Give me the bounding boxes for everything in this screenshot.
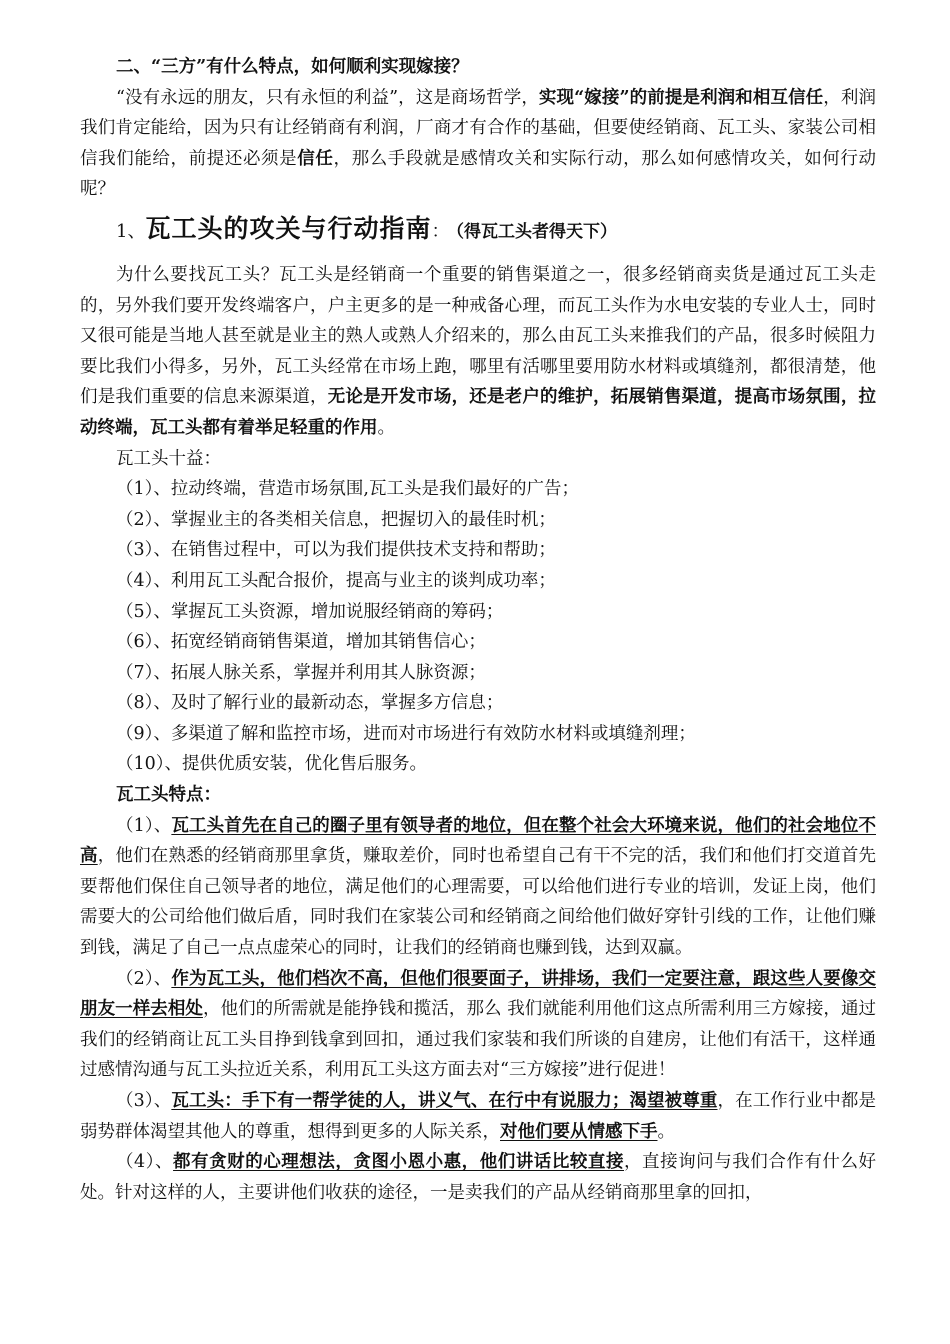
trait-text: ，直接询问与我们合作有什么好处。针对这样的人，主要讲他们收获的途径，一是卖我们的产品从经销商那里拿的回扣， (80, 1152, 877, 1203)
trait-emphasis: 都有贪财的心理想法，贪图小恩小惠，他们讲话比较直接 (173, 1152, 625, 1173)
trait-text: ，他们在熟悉的经销商那里拿货，赚取差价，同时也希望自己有干不完的活，我们和他们打交道首先要帮他们保住自己领导者的地位，满足他们的心理需要，可以给他们进行专业的培训，发证上岗，他们需要大的公司给他们做后盾，同时我们在家装公司和经销商之间给他们做好穿针引线的工作，让他们赚到钱，满足了自己一点点虚荣心的同时，让我们的经销商也赚到钱，达到双赢。 (80, 846, 877, 959)
benefit-item: （10）、提供优质安装，优化售后服务。 (116, 754, 428, 775)
subsection-number: 1、 (116, 220, 146, 242)
why-end: 。 (377, 417, 395, 438)
benefit-item: （5）、掌握瓦工头资源，增加说服经销商的筹码； (116, 601, 504, 622)
trait-emphasis: 瓦工头：手下有一帮学徒的人，讲义气、在行中有说服力；渴望被尊重 (171, 1091, 718, 1111)
trait-emphasis: 作为瓦工头，他们档次不高，但他们很要面子，讲排场，我们一定要注意，跟这些人要像交朋友一样去相处 (80, 968, 876, 1020)
trait-number: （1）、 (116, 815, 172, 836)
trait-paragraph-2 (80, 964, 876, 1086)
trait-text: ，他们的所需就是能挣钱和揽活，那么 我们就能利用他们这点所需利用三方嫁接，通过我们的经销商让瓦工头目挣到钱拿到回扣，通过我们家装和我们所谈的自建房，让他们有活干，这样通过感情沟通与瓦工头拉近关系，利用瓦工头这方面去对“三方嫁接”进行促进！ (80, 999, 877, 1081)
benefit-item: （9）、多渠道了解和监控市场，进而对市场进行有效防水材料或填缝剂理； (116, 723, 696, 744)
trait-emphasis: 瓦工头首先在自己的圈子里有领导者的地位，但在整个社会大环境来说，他们的社会地位不高 (80, 815, 876, 867)
traits-title: 瓦工头特点： (116, 785, 221, 806)
subsection-colon: ： (431, 220, 450, 242)
benefit-item: （2）、掌握业主的各类相关信息，把握切入的最佳时机； (116, 509, 556, 530)
section-heading: 二、“三方”有什么特点，如何顺利实现嫁接？ (116, 57, 469, 77)
benefit-item: （1）、拉动终端，营造市场氛围,瓦工头是我们最好的广告； (116, 479, 579, 500)
intro-bold-1: 实现“嫁接”的前提是利润和相互信任 (538, 87, 824, 108)
subsection-subtitle: （得瓦工头者得天下） (455, 221, 617, 242)
trait-paragraph-1 (80, 811, 876, 964)
trait-end: 。 (657, 1121, 675, 1142)
trait-emphasis-2: 对他们要从情感下手 (500, 1121, 658, 1142)
why-text: 为什么要找瓦工头？瓦工头是经销商一个重要的销售渠道之一，很多经销商卖货是通过瓦工头走的，另外我们要开发终端客户，户主更多的是一种戒备心理，而瓦工头作为水电安装的专业人士，同时又很可能是当地人甚至就是业主的熟人或熟人介绍来的，那么由瓦工头来推我们的产品，很多时候阻力要比我们小得多，另外，瓦工头经常在市场上跑，哪里有活哪里要用防水材料或填缝剂，都很清楚，他们是我们重要的信息来源渠道， (80, 264, 876, 408)
intro-paragraph (80, 83, 876, 205)
benefit-item: （4）、利用瓦工头配合报价，提高与业主的谈判成功率； (116, 570, 556, 591)
benefit-item: （8）、及时了解行业的最新动态，掌握多方信息； (116, 693, 504, 714)
trait-number: （4）、 (116, 1152, 174, 1173)
trait-number: （3）、 (116, 1091, 172, 1111)
intro-text-3: ，那么手段就是感情攻关和实际行动，那么如何感情攻关，如何行动呢？ (80, 148, 877, 200)
trait-paragraph-3 (80, 1086, 876, 1147)
trait-paragraph-4 (80, 1147, 876, 1208)
trait-text: ，在工作行业中都是弱势群体渴望其他人的尊重，想得到更多的人际关系， (80, 1091, 876, 1142)
benefit-item: （6）、拓宽经销商销售渠道，增加其销售信心； (116, 632, 486, 653)
subsection-title: 瓦工头的攻关与行动指南 (145, 213, 432, 243)
why-paragraph (80, 260, 876, 444)
benefit-item: （3）、在销售过程中，可以为我们提供技术支持和帮助； (116, 540, 556, 561)
intro-bold-2: 信任 (297, 148, 334, 169)
trait-number: （2）、 (116, 968, 172, 989)
subsection-heading (80, 211, 876, 250)
benefits-title: 瓦工头十益： (116, 448, 221, 469)
benefit-item: （7）、拓展人脉关系，掌握并利用其人脉资源； (116, 662, 486, 683)
intro-text-1: “没有永远的朋友，只有永恒的利益”，这是商场哲学， (116, 87, 539, 108)
why-bold: 无论是开发市场，还是老户的维护，拓展销售渠道，提高市场氛围，拉动终端，瓦工头都有着举足轻重的作用 (80, 387, 877, 438)
intro-text-2: ，利润我们肯定能给，因为只有让经销商有利润，厂商才有合作的基础，但要使经销商、瓦工头、家装公司相信我们能给，前提还必须是 (80, 87, 876, 169)
